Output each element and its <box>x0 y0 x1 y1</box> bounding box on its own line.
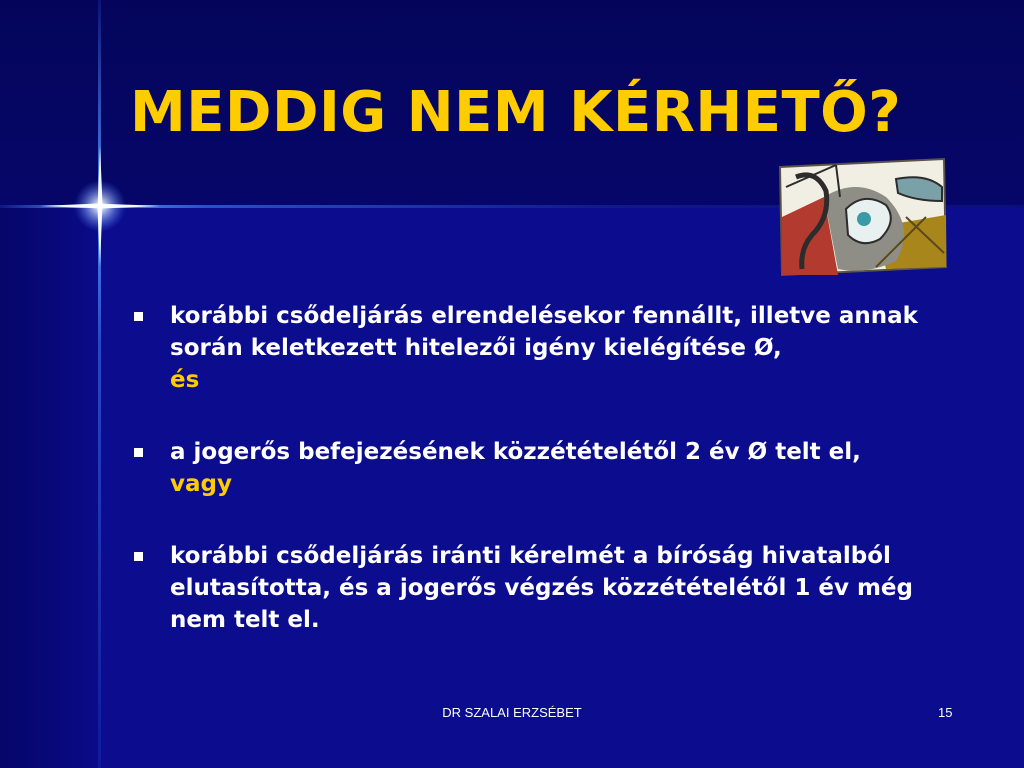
bullet-text-2: a jogerős befejezésének közzétételétől 2 év Ø telt el, <box>170 439 861 465</box>
bullet-connector-1: és <box>170 367 200 393</box>
slide-title: MEDDIG NEM KÉRHETŐ? <box>130 80 902 145</box>
decorative-vertical-line <box>98 0 101 768</box>
clipart-illustration-icon <box>776 157 948 277</box>
bullet-square-icon <box>134 312 143 321</box>
sparkle-icon <box>40 146 160 266</box>
bullet-connector-2: vagy <box>170 471 232 497</box>
left-edge-band <box>0 208 100 768</box>
footer-author: DR SZALAI ERZSÉBET <box>442 705 582 720</box>
bullet-text-3: korábbi csődeljárás iránti kérelmét a bíróság hivatalból elutasította, és a jogerős végzés közzétételétől 1 év még nem telt el. <box>170 543 913 633</box>
bullet-text-1: korábbi csődeljárás elrendelésekor fennállt, illetve annak során keletkezett hitelezői igény kielégítése Ø, <box>170 303 918 361</box>
bullet-item-1 <box>130 300 970 396</box>
bullet-item-3 <box>130 540 970 636</box>
bullet-square-icon <box>134 448 143 457</box>
bullet-item-2 <box>130 436 970 500</box>
slide-number: 15 <box>938 705 953 720</box>
bullet-square-icon <box>134 552 143 561</box>
bullet-list <box>130 300 970 636</box>
